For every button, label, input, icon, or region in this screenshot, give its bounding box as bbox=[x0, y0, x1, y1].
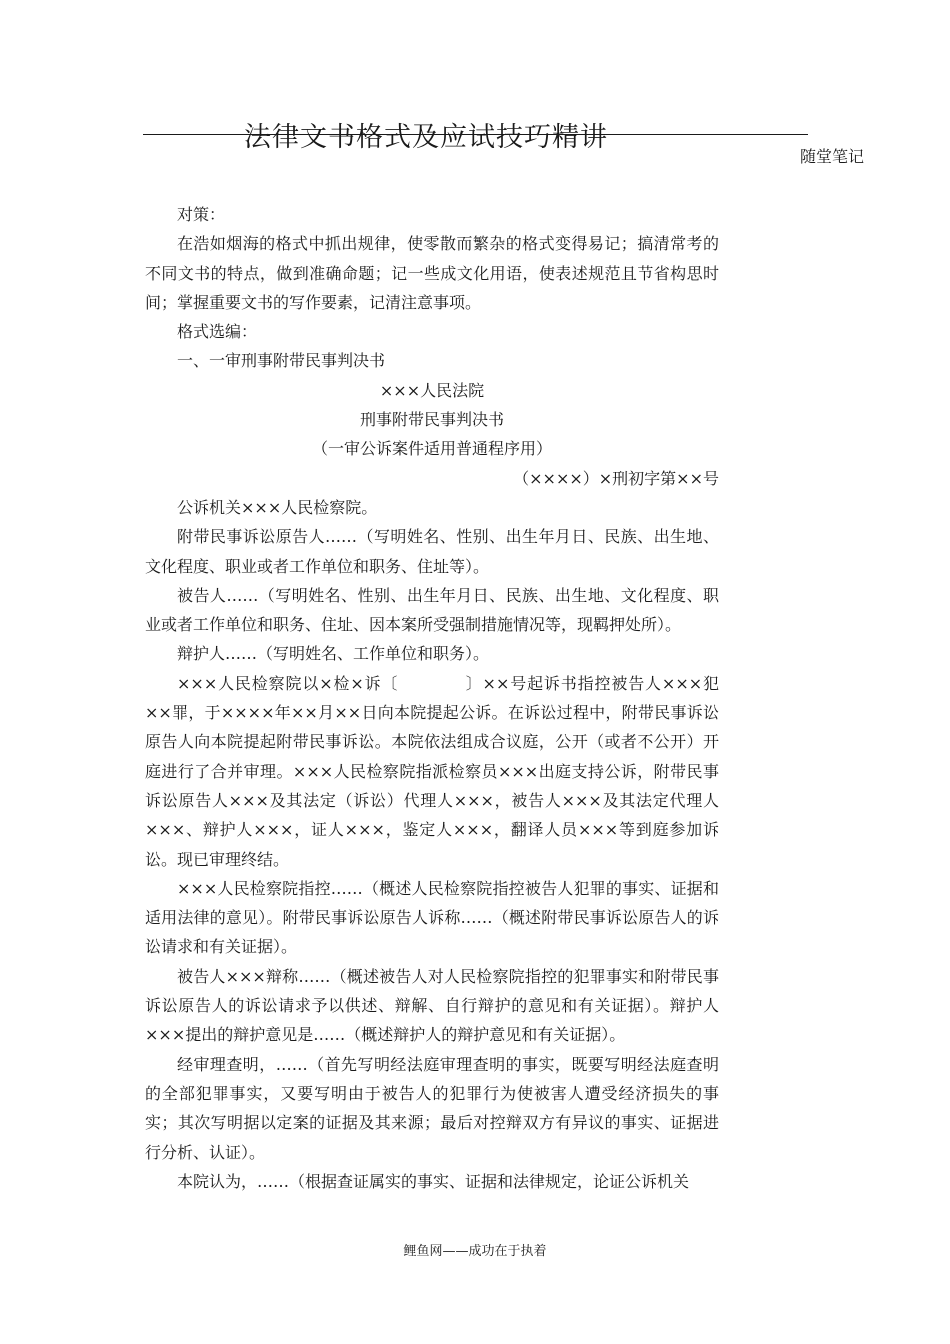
paragraph-strategy-heading: 对策： bbox=[177, 205, 226, 224]
paragraph-findings: 经审理查明，……（首先写明经法庭审理查明的事实，既要写明经法庭查明的全部犯罪事实，又要写明由于被告人的犯罪行为使被害人遭受经济损失的事实；其次写明据以定案的证据及其来源；最后对控辩双方有异议的事实、证据进行分析、认证）。 bbox=[145, 1054, 719, 1162]
court-name: ×××人民法院 bbox=[379, 380, 485, 400]
paragraph-court-opinion: 本院认为，……（根据查证属实的事实、证据和法律规定，论证公诉机关 bbox=[177, 1171, 690, 1191]
paragraph-prosecutor: 公诉机关×××人民检察院。 bbox=[177, 497, 378, 517]
judgment-subtitle: （一审公诉案件适用普通程序用） bbox=[311, 439, 552, 459]
paragraph-proceedings: ×××人民检察院以×检×诉〔 〕××号起诉书指控被告人×××犯××罪，于××××年××月××日向本院提起公诉。在诉讼过程中，附带民事诉讼原告人向本院提起附带民事诉讼。本院依法组成合议庭，公开（或者不公开）开庭进行了合并审理。×××人民检察院指派检察员×××出庭支持公诉，附带民事诉讼原告人×××及其法定（诉讼）代理人×××，被告人×××及其法定代理人×××、辩护人×××，证人×××，鉴定人×××，翻译人员×××等到庭参加诉讼。现已审理终结。 bbox=[145, 673, 719, 869]
paragraph-plaintiff: 附带民事诉讼原告人……（写明姓名、性别、出生年月日、民族、出生地、文化程度、职业或者工作单位和职务、住址等）。 bbox=[145, 527, 719, 576]
judgment-title: 刑事附带民事判决书 bbox=[359, 410, 504, 430]
page-footer: 鲤鱼网——成功在于执着 bbox=[403, 1244, 547, 1259]
paragraph-strategy: 在浩如烟海的格式中抓出规律，使零散而繁杂的格式变得易记；搞清常考的不同文书的特点，做到准确命题；记一些成文化用语，使表述规范且节省构思时间；掌握重要文书的写作要素，记清注意事项。 bbox=[145, 234, 719, 312]
paragraph-defender: 辩护人……（写明姓名、工作单位和职务）。 bbox=[177, 644, 490, 664]
paragraph-accusation: ×××人民检察院指控……（概述人民检察院指控被告人犯罪的事实、证据和适用法律的意见）。附带民事诉讼原告人诉称……（概述附带民事诉讼原告人的诉讼请求和有关证据）。 bbox=[145, 878, 719, 957]
notes-tag: 随堂笔记 bbox=[800, 147, 865, 166]
section-heading: 一、一审刑事附带民事判决书 bbox=[177, 351, 386, 371]
document-body bbox=[145, 200, 719, 1196]
paragraph-defense: 被告人×××辩称……（概述被告人对人民检察院指控的犯罪事实和附带民事诉讼原告人的诉讼请求予以供述、辩解、自行辩护的意见和有关证据）。辩护人×××提出的辩护意见是……（概述辩护人的辩护意见和有关证据）。 bbox=[145, 966, 719, 1045]
paragraph-defendant: 被告人……（写明姓名、性别、出生年月日、民族、出生地、文化程度、职业或者工作单位和职务、住址、因本案所受强制措施情况等，现羁押处所）。 bbox=[145, 585, 719, 635]
document-title: 法律文书格式及应试技巧精讲 bbox=[244, 122, 608, 153]
case-number: （××××）×刑初字第××号 bbox=[513, 468, 719, 488]
paragraph-format-heading: 格式选编： bbox=[177, 322, 258, 342]
